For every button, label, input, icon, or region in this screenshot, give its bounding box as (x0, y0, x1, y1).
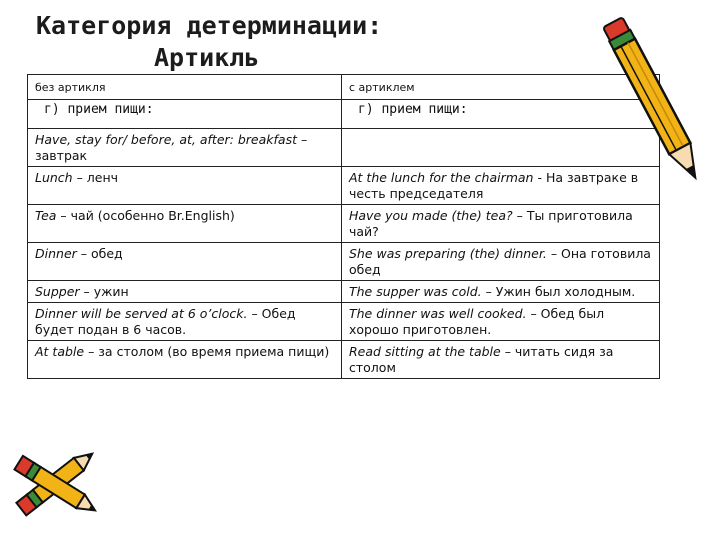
title-line-1: Категория детерминации: (36, 11, 383, 40)
cell-left: At table – за столом (во время приема пищи) (28, 341, 342, 379)
cell-left: Tea – чай (особенно Br.English) (28, 205, 342, 243)
table-row (28, 243, 660, 281)
cell-right: Read sitting at the table – читать сидя за столом (342, 341, 660, 379)
table-row (28, 303, 660, 341)
cell-right: The dinner was well cooked. – Обед был хорошо приготовлен. (342, 303, 660, 341)
cell-right: Have you made (the) tea? – Ты приготовила чай? (342, 205, 660, 243)
table-row (28, 281, 660, 303)
header-without-article: без артикля (28, 75, 342, 100)
table-row (28, 205, 660, 243)
cell-right: At the lunch for the chairman - На завтраке в честь председателя (342, 167, 660, 205)
cell-right: She was preparing (the) dinner. – Она готовила обед (342, 243, 660, 281)
pencil-icon (588, 0, 720, 200)
crossed-pencils-icon (0, 428, 112, 536)
header-with-article: с артиклем (342, 75, 660, 100)
table-subheader-row (28, 100, 660, 129)
cell-left: Lunch – ленч (28, 167, 342, 205)
table-row (28, 167, 660, 205)
page-title (0, 10, 480, 74)
table-row (28, 129, 660, 167)
subheader-left: г) прием пищи: (28, 100, 342, 129)
cell-right: The supper was cold. – Ужин был холодным. (342, 281, 660, 303)
table-row (28, 341, 660, 379)
cell-left: Have, stay for/ before, at, after: breakfast – завтрак (28, 129, 342, 167)
subheader-right: г) прием пищи: (342, 100, 660, 129)
title-line-2: Артикль (154, 43, 260, 72)
table-header-row (28, 75, 660, 100)
cell-left: Dinner will be served at 6 o’clock. – Обед будет подан в 6 часов. (28, 303, 342, 341)
cell-left: Dinner – обед (28, 243, 342, 281)
article-table (27, 74, 660, 379)
cell-left: Supper – ужин (28, 281, 342, 303)
